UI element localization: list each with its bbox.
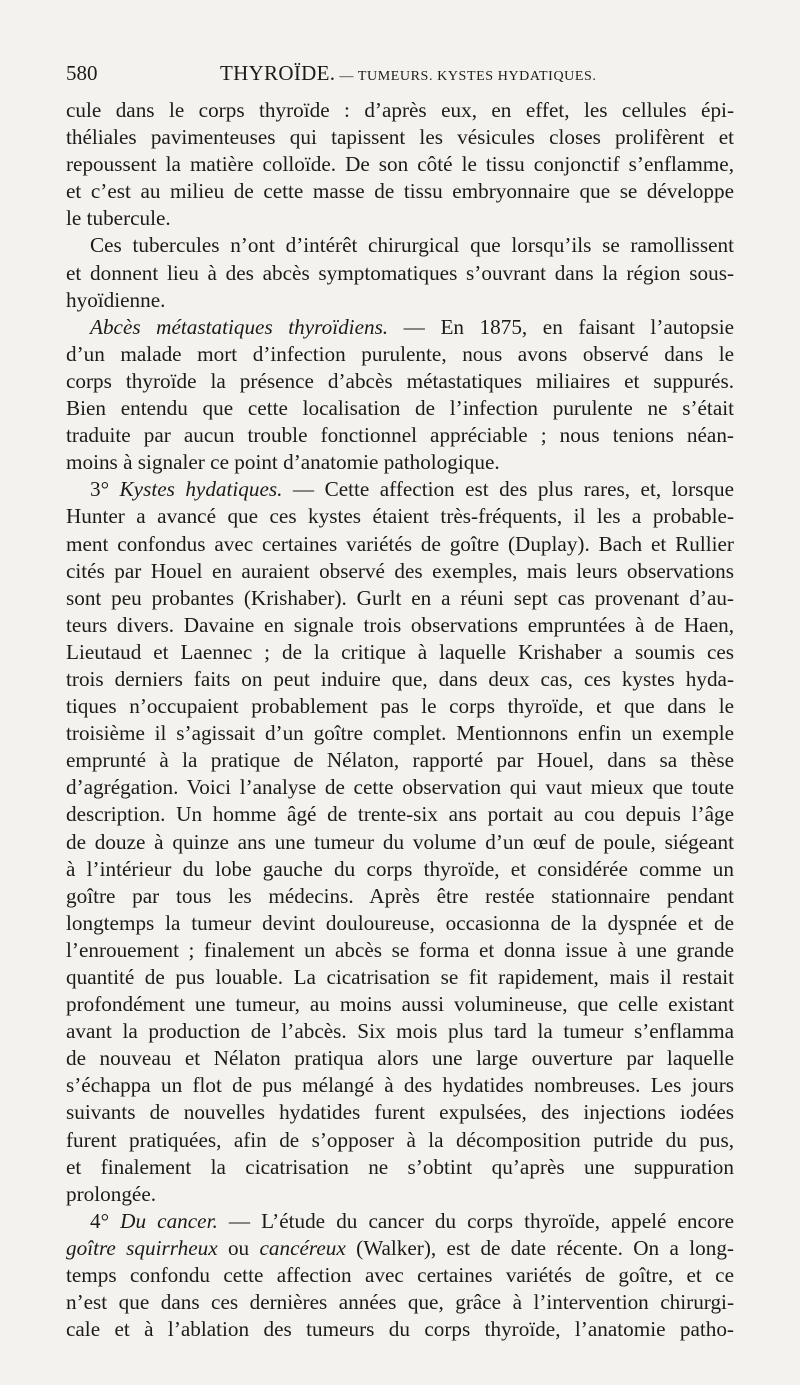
text-run: l’enrouement ; finalement un abcès se forma et donna issue à une grande: [66, 937, 734, 962]
text-line: [66, 395, 734, 422]
text-line: [66, 1235, 734, 1262]
text-run: avant la production de l’abcès. Six mois plus tard la tumeur s’enflamma: [66, 1019, 734, 1044]
text-line: [66, 639, 734, 666]
text-run: cule dans le corps thyroïde : d’après eux, en effet, les cellules épi-: [66, 98, 734, 122]
text-line: [66, 1045, 734, 1072]
text-run: (Walker), est de date récente. On a long-: [345, 1235, 734, 1260]
text-run: le tubercule.: [66, 206, 171, 231]
text-line: [66, 368, 734, 395]
italic-run: Abcès métastatiques thyroïdiens.: [90, 314, 389, 339]
chapter-title: THYROÏDE.: [220, 61, 336, 85]
text-run: n’est que dans ces dernières années que, grâce à l’intervention chirurgi-: [66, 1290, 734, 1315]
text-line: [66, 774, 734, 801]
italic-run: cancéreux: [259, 1235, 346, 1260]
italic-run: Kystes hydatiques.: [119, 477, 283, 502]
running-title: [220, 58, 597, 92]
text-line: [66, 991, 734, 1018]
text-line: [66, 1262, 734, 1289]
text-run: d’un malade mort d’infection purulente, nous avons observé dans le: [66, 341, 734, 366]
text-run: et c’est au milieu de cette masse de tissu embryonnaire que se développe: [66, 179, 734, 204]
text-run: teurs divers. Davaine en signale trois observations empruntées à de Haen,: [66, 612, 734, 637]
running-header: [66, 58, 734, 88]
italic-run: goître squirrheux: [66, 1235, 218, 1260]
text-run: et finalement la cicatrisation ne s’obtint qu’après une suppuration: [66, 1154, 734, 1179]
text-run: s’échappa un flot de pus mélangé à des hydatides nombreuses. Les jours: [66, 1073, 734, 1098]
text-run: et donnent lieu à des abcès symptomatiques s’ouvrant dans la région sous-: [66, 260, 734, 285]
text-line: [66, 964, 734, 991]
text-run: repoussent la matière colloïde. De son côté le tissu conjonctif s’enflamme,: [66, 152, 734, 177]
text-run: ou: [217, 1235, 260, 1260]
text-line: [66, 1289, 734, 1316]
text-run: corps thyroïde la présence d’abcès métastatiques miliaires et suppurés.: [66, 368, 734, 393]
text-line: [66, 503, 734, 530]
text-run: d’agrégation. Voici l’analyse de cette observation qui vaut mieux que toute: [66, 775, 734, 800]
section-subtitle: TUMEURS. KYSTES HYDATIQUES.: [357, 69, 597, 84]
text-line: [66, 97, 734, 124]
text-line: [66, 937, 734, 964]
text-line: [66, 558, 734, 585]
text-run: — En 1875, en faisant l’autopsie: [388, 314, 734, 339]
text-line: [66, 693, 734, 720]
italic-run: Du cancer.: [120, 1208, 218, 1233]
text-run: Lieutaud et Laennec ; de la critique à laquelle Krishaber a soumis ces: [66, 639, 734, 664]
text-line: [66, 1099, 734, 1126]
text-line: [66, 314, 734, 341]
text-run: quantité de pus louable. La cicatrisation se fit rapidement, mais il restait: [66, 965, 734, 989]
text-line: [66, 1072, 734, 1099]
text-line: [66, 720, 734, 747]
title-dash: —: [335, 69, 358, 84]
text-line: [66, 260, 734, 287]
text-run: trois derniers faits on peut induire que, dans deux cas, ces kystes hyda-: [66, 666, 734, 691]
text-line: [66, 856, 734, 883]
text-run: Bien entendu que cette localisation de l’infection purulente ne s’était: [66, 396, 734, 421]
text-run: hyoïdienne.: [66, 287, 166, 312]
text-line: [66, 341, 734, 368]
page-number: 580: [66, 61, 98, 85]
text-run: temps confondu cette affection avec certaines variétés de goître, et ce: [66, 1263, 734, 1288]
text-line: [66, 124, 734, 151]
text-line: [66, 476, 734, 503]
text-line: [66, 883, 734, 910]
text-line: [66, 1181, 734, 1208]
text-line: [66, 1127, 734, 1154]
text-line: [66, 747, 734, 774]
text-run: emprunté à la pratique de Nélaton, rapporté par Houel, dans sa thèse: [66, 748, 734, 773]
text-line: [66, 585, 734, 612]
text-run: moins à signaler ce point d’anatomie pathologique.: [66, 450, 500, 475]
text-line: [66, 531, 734, 558]
text-run: Ces tubercules n’ont d’intérêt chirurgical que lorsqu’ils se ramollissent: [90, 233, 734, 258]
text-run: traduite par aucun trouble fonctionnel appréciable ; nous tenions néan-: [66, 423, 734, 448]
text-line: [66, 1316, 734, 1343]
text-run: tiques n’occupaient probablement pas le corps thyroïde, et que dans le: [66, 694, 734, 719]
text-run: 3°: [90, 477, 120, 502]
text-line: [66, 178, 734, 205]
body-text: [66, 97, 734, 1343]
text-line: [66, 1208, 734, 1235]
text-line: [66, 612, 734, 639]
text-run: ment confondus avec certaines variétés de goître (Duplay). Bach et Rullier: [66, 531, 734, 556]
text-run: de nouveau et Nélaton pratiqua alors une large ouverture par laquelle: [66, 1046, 734, 1071]
text-line: [66, 666, 734, 693]
text-run: profondément une tumeur, au moins aussi volumineuse, que celle existant: [66, 992, 734, 1017]
text-run: cale et à l’ablation des tumeurs du corps thyroïde, l’anatomie patho-: [66, 1317, 734, 1342]
text-line: [66, 449, 734, 476]
text-line: [66, 1018, 734, 1045]
text-run: troisième il s’agissait d’un goître complet. Mentionnons enfin un exemple: [66, 721, 734, 746]
text-run: Hunter a avancé que ces kystes étaient très-fréquents, il les a probable-: [66, 504, 734, 529]
text-run: de douze à quinze ans une tumeur du volume d’un œuf de poule, siégeant: [66, 829, 734, 854]
text-line: [66, 422, 734, 449]
text-line: [66, 287, 734, 314]
text-run: cités par Houel en auraient observé des exemples, mais leurs observations: [66, 558, 734, 583]
text-run: à l’intérieur du lobe gauche du corps thyroïde, et considérée comme un: [66, 856, 734, 881]
text-run: prolongée.: [66, 1181, 157, 1206]
text-line: [66, 1154, 734, 1181]
text-run: — Cette affection est des plus rares, et, lorsque: [282, 477, 734, 502]
text-line: [66, 151, 734, 178]
text-run: théliales pavimenteuses qui tapissent les vésicules closes prolifèrent et: [66, 125, 734, 150]
text-run: suivants de nouvelles hydatides furent expulsées, des injections iodées: [66, 1100, 734, 1125]
text-run: goître par tous les médecins. Après être restée stationnaire pendant: [66, 883, 734, 908]
text-run: furent pratiquées, afin de s’opposer à la décomposition putride du pus,: [66, 1127, 734, 1152]
text-line: [66, 801, 734, 828]
text-line: [66, 205, 734, 232]
text-line: [66, 232, 734, 259]
text-line: [66, 829, 734, 856]
text-run: sont peu probantes (Krishaber). Gurlt en a réuni sept cas provenant d’au-: [66, 585, 734, 610]
text-line: [66, 910, 734, 937]
text-run: description. Un homme âgé de trente-six ans portait au cou depuis l’âge: [66, 802, 734, 827]
text-run: — L’étude du cancer du corps thyroïde, appelé encore: [217, 1208, 734, 1233]
text-run: longtemps la tumeur devint douloureuse, occasionna de la dyspnée et de: [66, 910, 734, 935]
text-run: 4°: [90, 1208, 121, 1233]
